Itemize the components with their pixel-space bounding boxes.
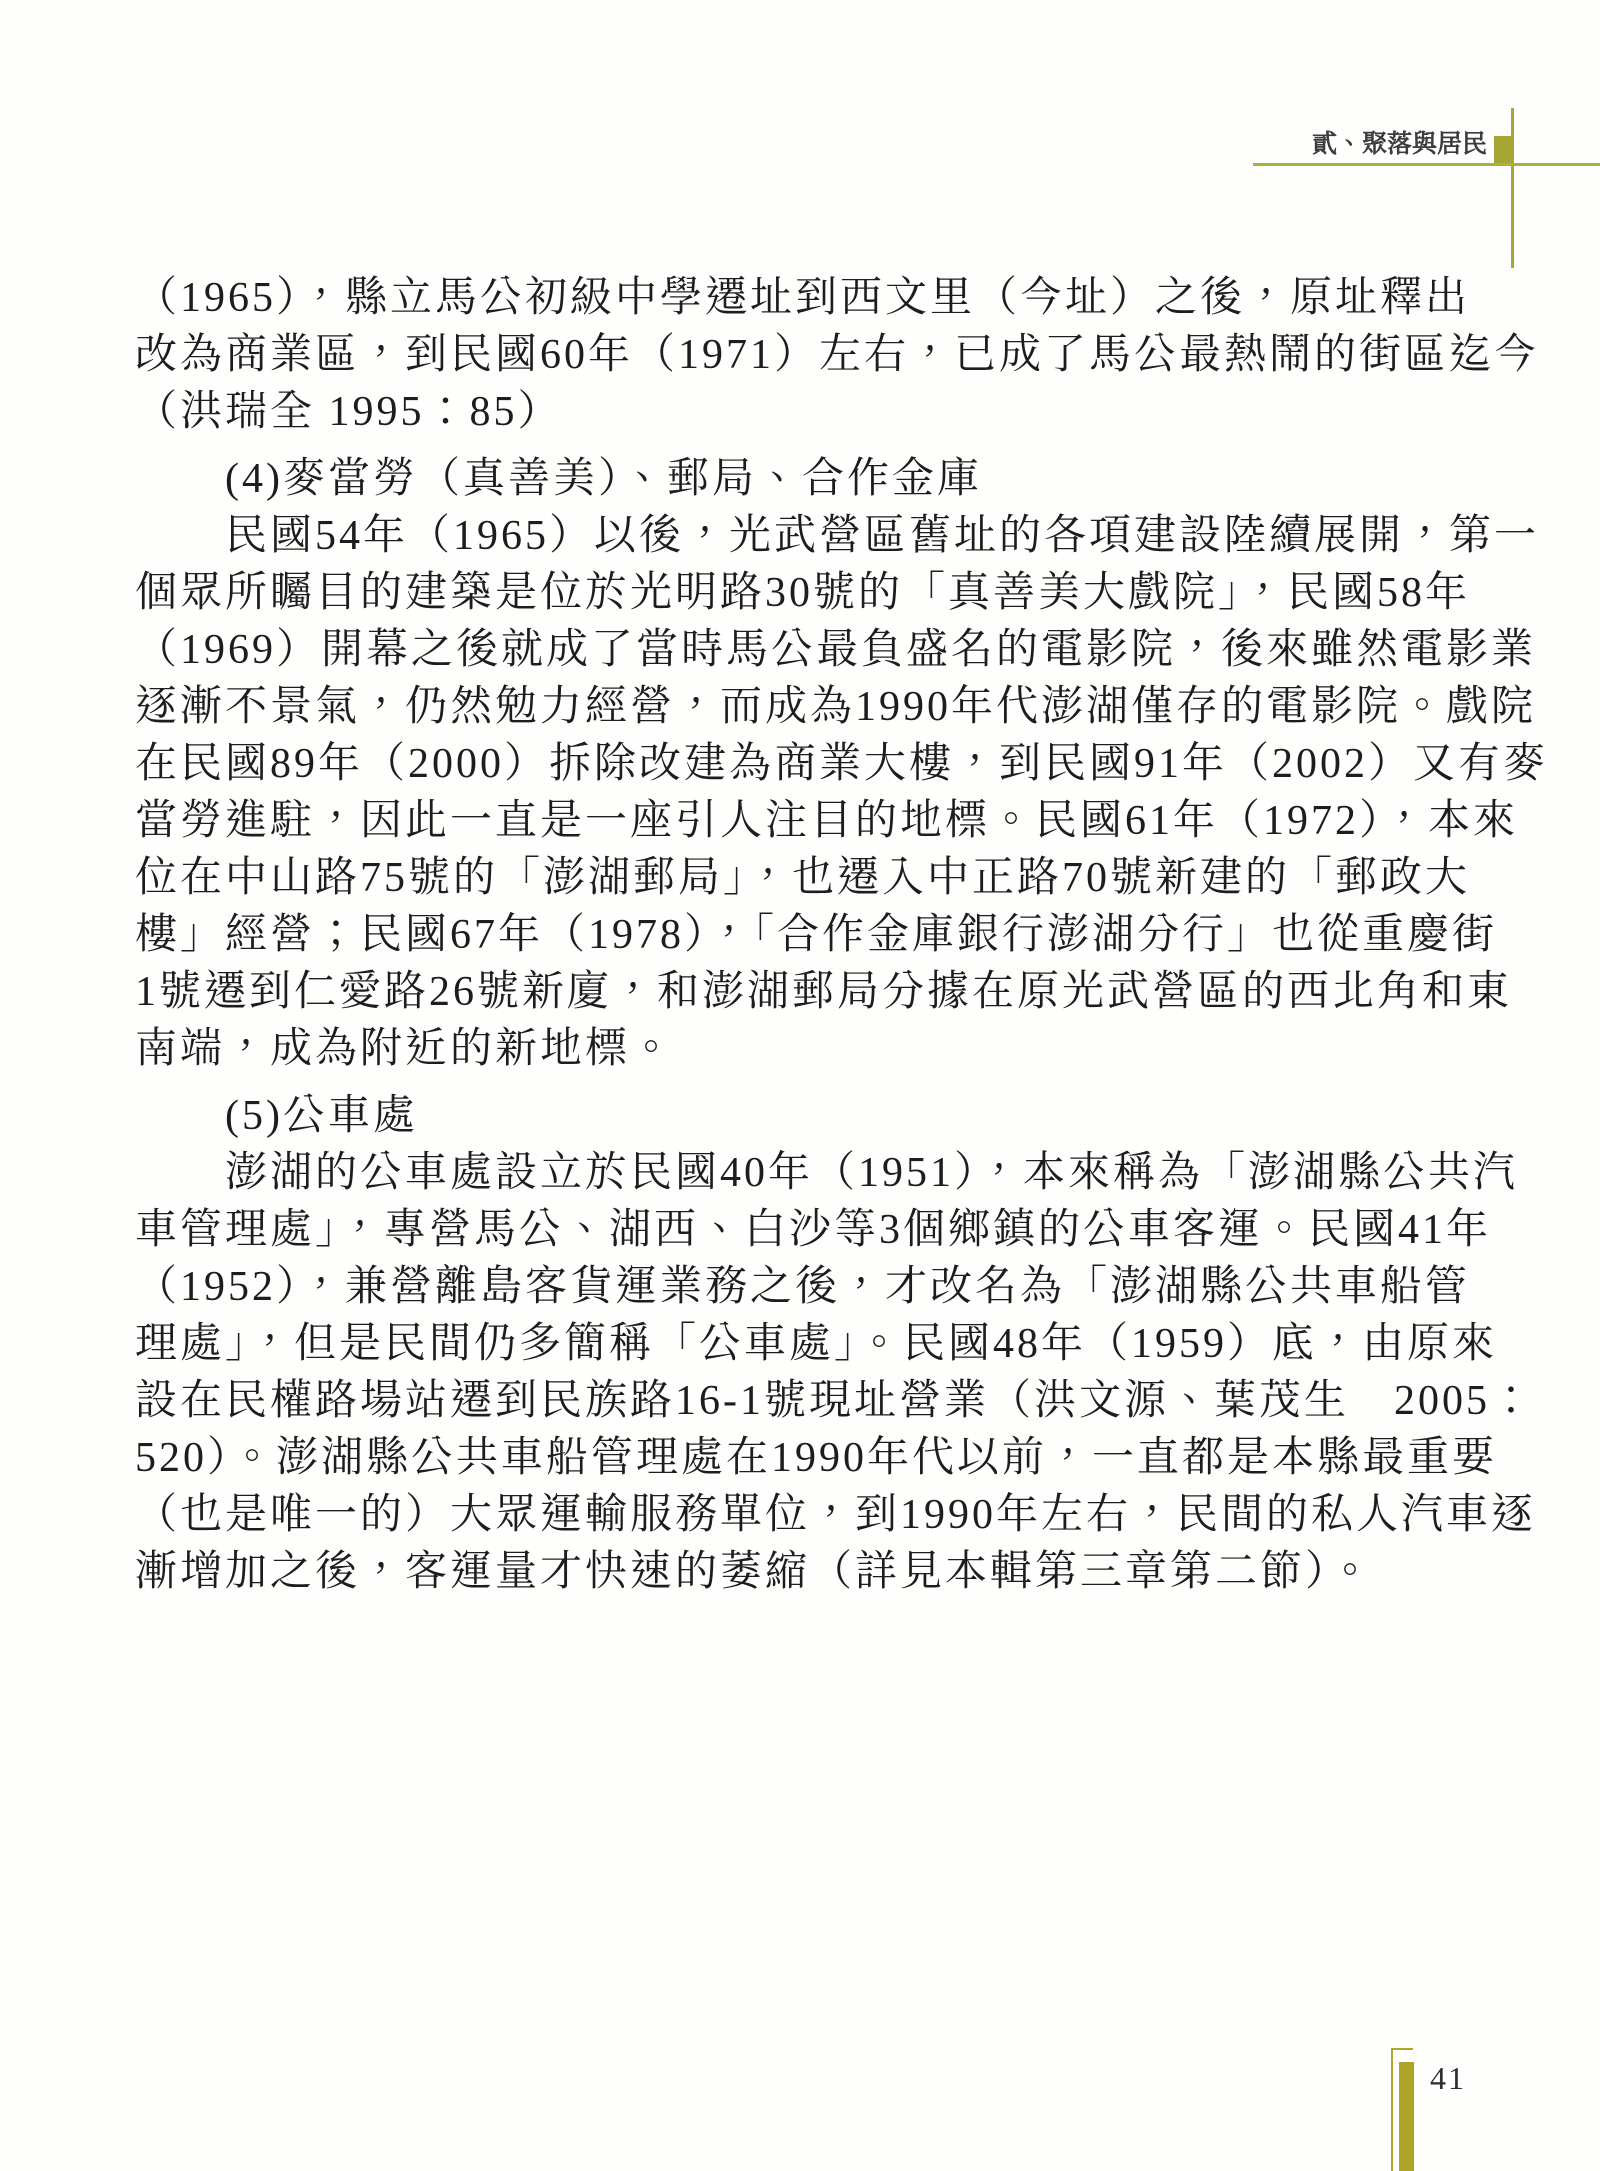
text-line: 改為商業區，到民國60年（1971）左右，已成了馬公最熱鬧的街區迄今 [135,332,1540,378]
text-line: （也是唯一的）大眾運輸服務單位，到1990年左右，民間的私人汽車逐 [135,1492,1537,1538]
text-line: 個眾所矚目的建築是位於光明路30號的「真善美大戲院」，民國58年 [135,570,1471,616]
text-line: 車管理處」，專營馬公、湖西、白沙等3個鄉鎮的公車客運。民國41年 [135,1207,1492,1253]
text-line: （1952），兼營離島客貨運業務之後，才改名為「澎湖縣公共車船管 [135,1264,1471,1310]
text-line: 樓」經營；民國67年（1978），「合作金庫銀行澎湖分行」也從重慶街 [135,912,1498,958]
section-heading [135,451,1465,508]
footer-bar-ornament [1399,2062,1414,2171]
text-line: 在民國89年（2000）拆除改建為商業大樓，到民國91年（2002）又有麥 [135,741,1549,787]
text-line: （洪瑞全 1995：85） [135,389,563,435]
text-line: （1969）開幕之後就成了當時馬公最負盛名的電影院，後來雖然電影業 [135,627,1537,673]
text-line: （1965），縣立馬公初級中學遷址到西文里（今址）之後，原址釋出 [135,275,1471,321]
text-line: 位在中山路75號的「澎湖郵局」，也遷入中正路70號新建的「郵政大 [135,855,1471,901]
text-line: 理處」，但是民間仍多簡稱「公車處」。民國48年（1959）底，由原來 [135,1321,1498,1367]
text-line: (5)公車處 [135,1093,418,1139]
page-number: 41 [1430,2060,1466,2096]
section-heading [135,1088,1465,1145]
text-line: 漸增加之後，客運量才快速的萎縮（詳見本輯第三章第二節）。 [135,1549,1375,1595]
header-vertical-rule [1511,108,1514,268]
header-horizontal-rule [1253,163,1600,166]
text-line: 當勞進駐，因此一直是一座引人注目的地標。民國61年（1972），本來 [135,798,1519,844]
paragraph [135,508,1549,1078]
text-line: 澎湖的公車處設立於民國40年（1951），本來稱為「澎湖縣公共汽 [135,1150,1519,1196]
text-line: 逐漸不景氣，仍然勉力經營，而成為1990年代澎湖僅存的電影院。戲院 [135,684,1537,730]
paragraph [135,1145,1537,1601]
text-line: 設在民權路場站遷到民族路16-1號現址營業（洪文源、葉茂生 2005： [135,1378,1535,1424]
body-text [135,270,1549,1601]
text-line: 520）。澎湖縣公共車船管理處在1990年代以前，一直都是本縣最重要 [135,1435,1498,1481]
text-line: 1號遷到仁愛路26號新廈，和澎湖郵局分據在原光武營區的西北角和東 [135,969,1513,1015]
chapter-title: 貳、聚落與居民 [1311,131,1487,158]
paragraph [135,270,1540,441]
text-line: 南端，成為附近的新地標。 [135,1026,676,1072]
text-line: (4)麥當勞（真善美）、郵局、合作金庫 [135,456,982,502]
text-line: 民國54年（1965）以後，光武營區舊址的各項建設陸續展開，第一 [135,513,1540,559]
